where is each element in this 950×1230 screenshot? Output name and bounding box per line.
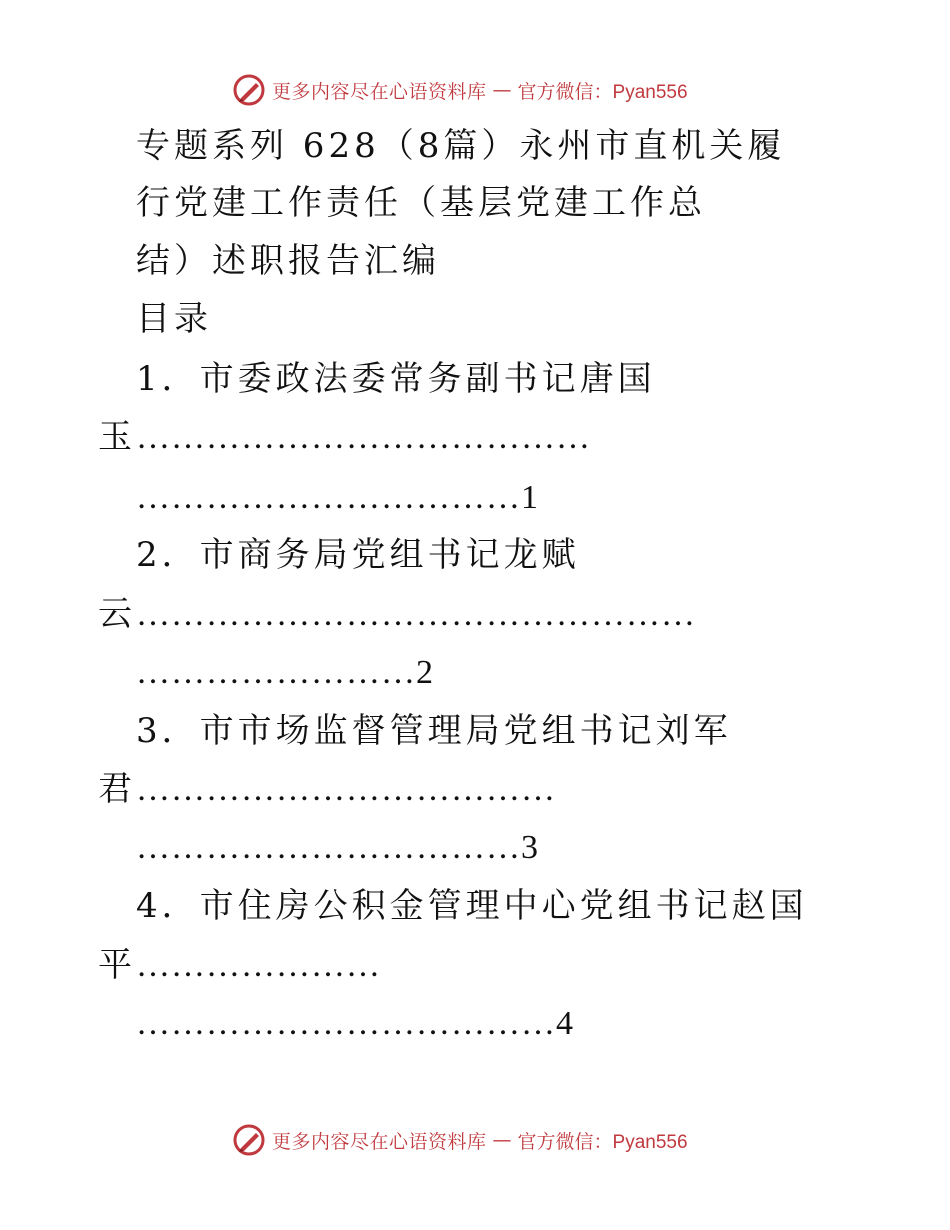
toc-entry-3[interactable]: 3．市市场监督管理局党组书记刘军 bbox=[136, 711, 732, 751]
toc-wrap-text: 平 bbox=[98, 945, 136, 985]
toc-entry-3-wrap[interactable] bbox=[98, 769, 556, 810]
toc-entry-1[interactable]: 1．市委政法委常务副书记唐国 bbox=[136, 359, 656, 399]
toc-page-number: 2 bbox=[416, 654, 433, 691]
toc-leader: ……………………………… bbox=[136, 1005, 556, 1042]
toc-entry-1-wrap[interactable] bbox=[98, 417, 591, 458]
footer-banner bbox=[232, 1120, 688, 1160]
toc-entry-4-page-line[interactable] bbox=[136, 1003, 573, 1044]
toc-leader: …………………………… bbox=[136, 479, 521, 516]
banner-suffix: 官方微信：Pyan556 bbox=[517, 81, 688, 103]
toc-wrap-text: 君 bbox=[98, 769, 136, 809]
toc-wrap-text: 云 bbox=[98, 594, 136, 634]
pen-logo-icon bbox=[232, 1123, 266, 1157]
toc-entry-4-wrap[interactable] bbox=[98, 945, 381, 986]
toc-leader: ……………………………… bbox=[136, 771, 556, 808]
toc-leader: …………………………… bbox=[136, 829, 521, 866]
doc-title-line-2: 行党建工作责任（基层党建工作总 bbox=[136, 183, 706, 223]
toc-page-number: 1 bbox=[521, 479, 538, 516]
toc-page-number: 3 bbox=[521, 829, 538, 866]
toc-entry-1-page-line[interactable] bbox=[136, 477, 538, 518]
toc-leader: ………………………………………… bbox=[136, 596, 696, 633]
header-banner bbox=[232, 70, 688, 110]
toc-leader: …………………… bbox=[136, 654, 416, 691]
toc-page-number: 4 bbox=[556, 1005, 573, 1042]
pen-logo-icon bbox=[232, 73, 266, 107]
toc-leader: ………………………………… bbox=[136, 419, 591, 456]
toc-entry-3-page-line[interactable] bbox=[136, 827, 538, 868]
banner-prefix: 更多内容尽在心语资料库 bbox=[272, 1130, 487, 1153]
banner-prefix: 更多内容尽在心语资料库 bbox=[272, 80, 487, 103]
toc-leader: ………………… bbox=[136, 947, 381, 984]
toc-entry-2-page-line[interactable] bbox=[136, 652, 433, 693]
toc-heading: 目录 bbox=[136, 299, 212, 339]
toc-entry-2[interactable]: 2．市商务局党组书记龙赋 bbox=[136, 535, 580, 575]
banner-dash: — bbox=[492, 79, 512, 101]
doc-title-line-1: 专题系列 628（8篇）永州市直机关履 bbox=[136, 126, 786, 166]
doc-title-line-3: 结）述职报告汇编 bbox=[136, 241, 440, 281]
toc-entry-4[interactable]: 4．市住房公积金管理中心党组书记赵国 bbox=[136, 886, 808, 926]
banner-dash: — bbox=[492, 1129, 512, 1151]
toc-entry-2-wrap[interactable] bbox=[98, 594, 696, 635]
toc-wrap-text: 玉 bbox=[98, 417, 136, 457]
banner-suffix: 官方微信：Pyan556 bbox=[517, 1131, 688, 1153]
